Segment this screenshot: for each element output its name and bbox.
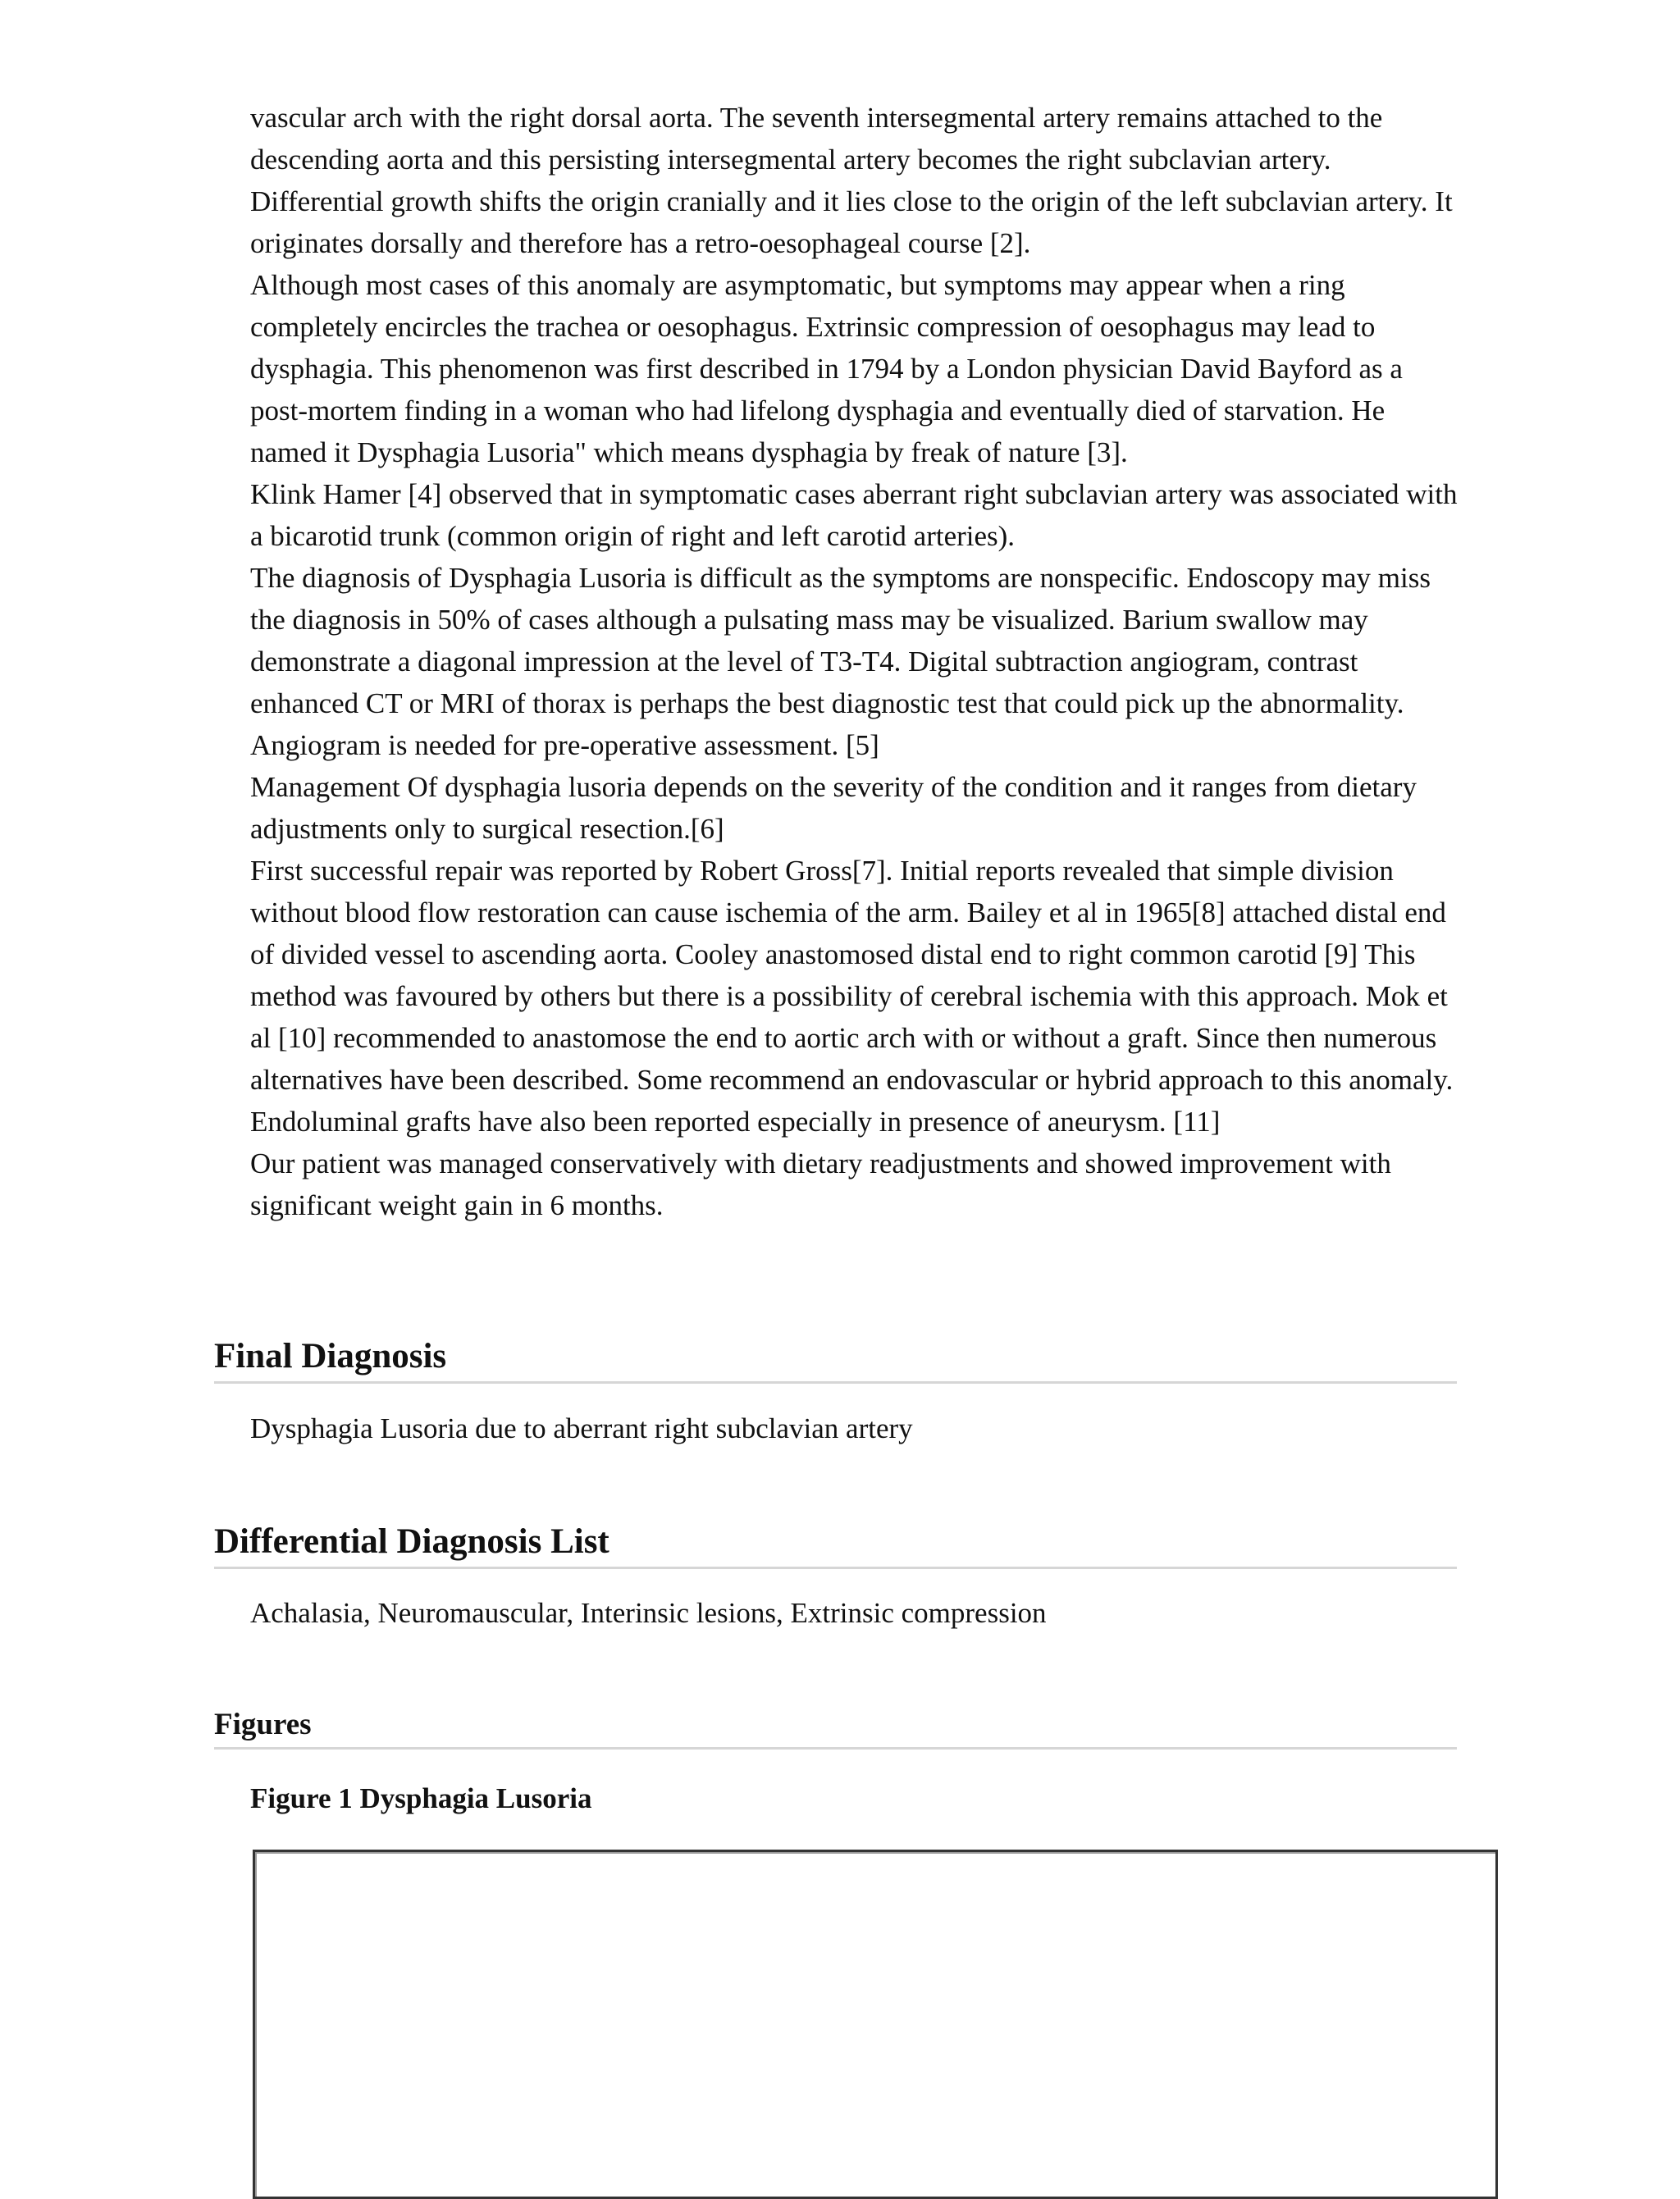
discussion-paragraph: Our patient was managed conservatively with dietary readjustments and showed improvement with significant weight gain in 6 months. [250,1147,1391,1221]
discussion-paragraph: Management Of dysphagia lusoria depends on the severity of the condition and it ranges from dietary adjustments only to surgical resection.[6] [250,771,1417,845]
final-diagnosis-text: Dysphagia Lusoria due to aberrant right subclavian artery [250,1412,913,1444]
discussion-body [250,97,1464,1226]
discussion-paragraph: First successful repair was reported by Robert Gross[7]. Initial reports revealed that simple division without blood flow restoration can cause ischemia of the arm. Bailey et al in 1965[8] attached distal end of divided vessel to ascending aorta. Cooley anastomosed distal end to right common carotid [9] This method was favoured by others but there is a possibility of cerebral ischemia with this approach. Mok et al [10] recommended to anastomose the end to aortic arch with or without a graft. Since then numerous alternatives have been described. Some recommend an endovascular or hybrid approach to this anomaly. Endoluminal grafts have also been reported especially in presence of aneurysm. [11] [250,855,1454,1138]
figure-image-frame [253,1850,1498,2199]
discussion-paragraph: Klink Hamer [4] observed that in symptomatic cases aberrant right subclavian artery was associated with a bicarotid trunk (common origin of right and left carotid arteries). [250,478,1458,552]
figure-caption: Figure 1 Dysphagia Lusoria [250,1782,592,1814]
discussion-paragraph: vascular arch with the right dorsal aorta. The seventh intersegmental artery remains attached to the descending aorta and this persisting intersegmental artery becomes the right subclavian artery. Differential growth shifts the origin cranially and it lies close to the origin of the left subclavian artery. It originates dorsally and therefore has a retro-oesophageal course [2]. [250,102,1453,259]
figures-heading: Figures [214,1706,1457,1750]
final-diagnosis-heading: Final Diagnosis [214,1335,1457,1384]
discussion-paragraph: Although most cases of this anomaly are asymptomatic, but symptoms may appear when a ring completely encircles the trachea or oesophagus. Extrinsic compression of oesophagus may lead to dysphagia. This phenomenon was first described in 1794 by a London physician David Bayford as a post-mortem finding in a woman who had lifelong dysphagia and eventually died of starvation. He named it Dysphagia Lusoria" which means dysphagia by freak of nature [3]. [250,269,1403,468]
differential-diagnosis-heading: Differential Diagnosis List [214,1521,1457,1569]
discussion-paragraph: The diagnosis of Dysphagia Lusoria is difficult as the symptoms are nonspecific. Endoscopy may miss the diagnosis in 50% of cases although a pulsating mass may be visualized. Barium swallow may demonstrate a diagonal impression at the level of T3-T4. Digital subtraction angiogram, contrast enhanced CT or MRI of thorax is perhaps the best diagnostic test that could pick up the abnormality. Angiogram is needed for pre-operative assessment. [5] [250,562,1431,761]
differential-diagnosis-text: Achalasia, Neuromauscular, Interinsic lesions, Extrinsic compression [250,1597,1047,1629]
